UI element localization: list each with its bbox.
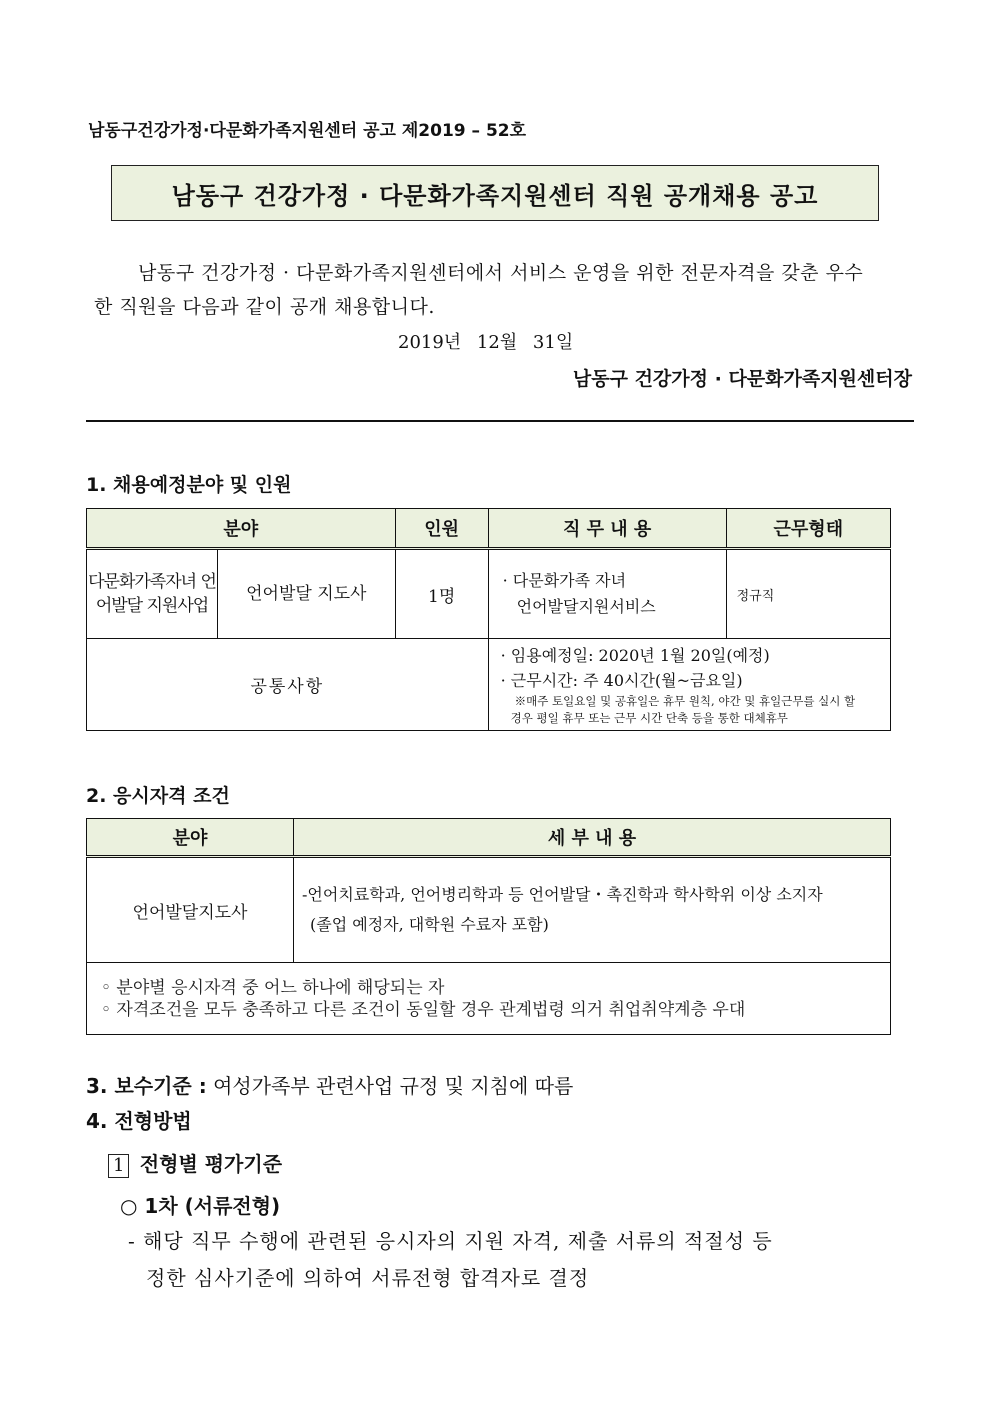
intro-line-2: 한 직원을 다음과 같이 공개 채용합니다.	[94, 296, 435, 318]
header-field: 분야	[87, 509, 396, 549]
qual-notes	[87, 963, 891, 1035]
sub-number-box: 1	[108, 1154, 129, 1178]
section4-heading: 4. 전형방법	[86, 1109, 192, 1133]
stage-desc-1: - 해당 직무 수행에 관련된 응시자의 지원 자격, 제출 서류의 적절성 등	[128, 1229, 773, 1253]
qual-detail-2: (졸업 예정자, 대학원 수료자 포함)	[310, 915, 549, 934]
cell-field-main: 다문화가족자녀 언어발달 지원사업	[87, 549, 218, 639]
intro-line-1: 남동구 건강가정 · 다문화가족지원센터에서 서비스 운영을 위한 전문자격을 갖춘 우수	[138, 262, 864, 284]
cell-qual-detail	[294, 857, 891, 963]
section3	[86, 1070, 573, 1099]
duty-line-1: · 다문화가족 자녀	[502, 571, 627, 590]
recruitment-table	[86, 508, 891, 731]
section2-heading: 2. 응시자격 조건	[86, 785, 230, 807]
common-item-1: · 임용예정일: 2020년 1월 20일(예정)	[500, 645, 770, 665]
stage-heading: ○ 1차 (서류전형)	[120, 1194, 281, 1218]
stage-desc-2: 정한 심사기준에 의하여 서류전형 합격자로 결정	[146, 1266, 590, 1290]
section3-heading: 3. 보수기준 :	[86, 1074, 207, 1098]
header-count: 인원	[395, 509, 488, 549]
cell-duty	[488, 549, 726, 639]
sub-heading: 전형별 평가기준	[139, 1152, 283, 1176]
header-work-type: 근무형태	[726, 509, 890, 549]
qual-note-2: ◦ 자격조건을 모두 충족하고 다른 조건이 동일할 경우 관계법령 의거 취업취약계층 우대	[101, 999, 746, 1020]
header-detail: 세 부 내 용	[294, 819, 891, 857]
common-note-1: ※매주 토일요일 및 공휴일은 휴무 원칙, 야간 및 휴일근무를 실시 할	[514, 693, 856, 708]
section3-text: 여성가족부 관련사업 규정 및 지침에 따름	[213, 1074, 574, 1098]
cell-field-sub: 언어발달 지도사	[218, 549, 396, 639]
section4-sub	[108, 1148, 282, 1178]
qualification-table	[86, 818, 891, 1035]
cell-common-items	[488, 639, 890, 731]
header-duty: 직 무 내 용	[488, 509, 726, 549]
header-field-2: 분야	[87, 819, 294, 857]
cell-work-type: 정규직	[726, 549, 890, 639]
cell-common-label: 공통사항	[87, 639, 489, 731]
signer: 남동구 건강가정 · 다문화가족지원센터장	[572, 368, 912, 390]
common-item-2: · 근무시간: 주 40시간(월~금요일)	[500, 670, 743, 690]
cell-qual-field: 언어발달지도사	[87, 857, 294, 963]
qual-note-1: ◦ 분야별 응시자격 중 어느 하나에 해당되는 자	[101, 977, 445, 998]
page-title	[111, 165, 879, 221]
notice-date: 2019년 12월 31일	[398, 332, 574, 353]
section1-heading: 1. 채용예정분야 및 인원	[86, 474, 292, 496]
page-title-text: 남동구 건강가정 · 다문화가족지원센터 직원 공개채용 공고	[171, 181, 819, 210]
common-note-2: 경우 평일 휴무 또는 근무 시간 단축 등을 통한 대체휴무	[510, 710, 788, 725]
notice-number: 남동구건강가정·다문화가족지원센터 공고 제2019 – 52호	[88, 121, 527, 141]
cell-count: 1명	[395, 549, 488, 639]
qual-detail-1: -언어치료학과, 언어병리학과 등 언어발달・촉진학과 학사학위 이상 소지자	[302, 885, 823, 904]
divider	[86, 420, 914, 422]
duty-line-2: 언어발달지원서비스	[516, 597, 656, 616]
